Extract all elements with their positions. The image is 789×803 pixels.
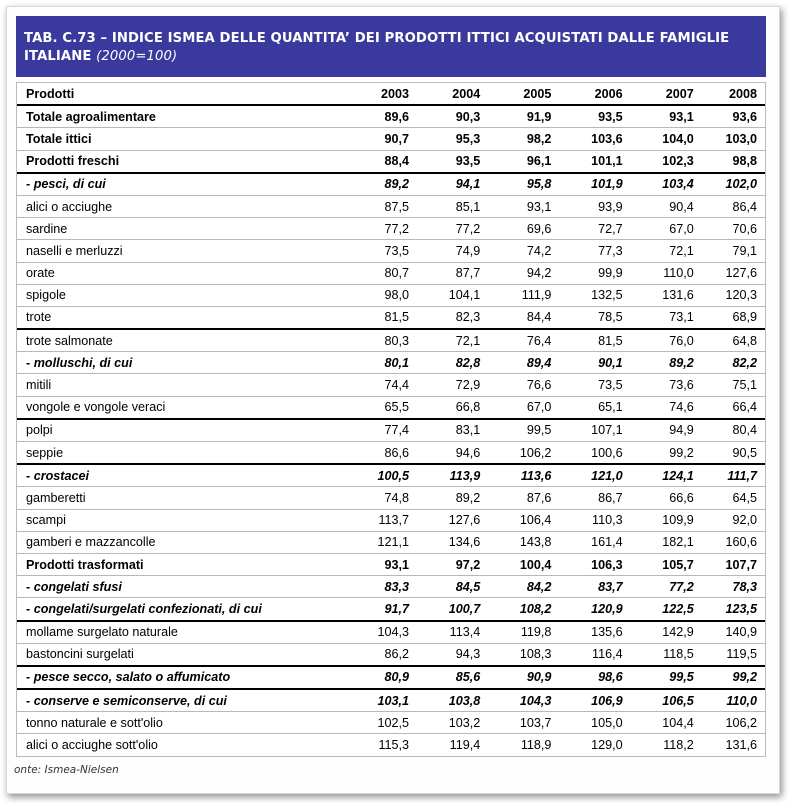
table-cell: 98,8 — [694, 150, 765, 173]
table-cell: 74,4 — [338, 374, 409, 396]
table-cell: 66,8 — [409, 396, 480, 419]
table-cell: 80,7 — [338, 262, 409, 284]
table-cell: 88,4 — [338, 150, 409, 173]
table-cell: 94,1 — [409, 173, 480, 196]
row-label: mollame surgelato naturale — [17, 621, 338, 644]
table-cell: 99,2 — [623, 442, 694, 465]
table-cell: 73,6 — [623, 374, 694, 396]
table-cell: 83,7 — [551, 576, 622, 598]
table-cell: 110,3 — [551, 509, 622, 531]
data-table — [17, 83, 765, 757]
table-cell: 111,9 — [480, 284, 551, 306]
table-cell: 78,5 — [551, 306, 622, 329]
row-label: gamberi e mazzancolle — [17, 531, 338, 553]
table-cell: 93,1 — [480, 195, 551, 217]
row-label: Totale ittici — [17, 128, 338, 150]
table-cell: 86,6 — [338, 442, 409, 465]
table-cell: 106,4 — [480, 509, 551, 531]
table-cell: 72,9 — [409, 374, 480, 396]
table-cell: 116,4 — [551, 643, 622, 666]
row-label: polpi — [17, 419, 338, 442]
row-label: naselli e merluzzi — [17, 240, 338, 262]
table-cell: 140,9 — [694, 621, 765, 644]
row-label: Prodotti trasformati — [17, 553, 338, 575]
table-cell: 113,7 — [338, 509, 409, 531]
table-cell: 76,6 — [480, 374, 551, 396]
table-row — [17, 218, 765, 240]
table-row — [17, 173, 765, 196]
table-row — [17, 374, 765, 396]
table-cell: 106,2 — [480, 442, 551, 465]
table-cell: 134,6 — [409, 531, 480, 553]
table-cell: 90,3 — [409, 105, 480, 128]
table-row — [17, 666, 765, 689]
table-cell: 80,3 — [338, 329, 409, 352]
table-row — [17, 553, 765, 575]
row-label: - congelati sfusi — [17, 576, 338, 598]
row-label: vongole e vongole veraci — [17, 396, 338, 419]
table-cell: 100,7 — [409, 598, 480, 621]
table-cell: 74,8 — [338, 487, 409, 509]
table-cell: 104,4 — [623, 712, 694, 734]
table-cell: 82,3 — [409, 306, 480, 329]
row-label: scampi — [17, 509, 338, 531]
table-cell: 118,5 — [623, 643, 694, 666]
table-cell: 106,5 — [623, 689, 694, 712]
table-row — [17, 734, 765, 756]
table-cell: 119,5 — [694, 643, 765, 666]
table-cell: 70,6 — [694, 218, 765, 240]
table-row — [17, 396, 765, 419]
table-body — [17, 105, 765, 756]
table-cell: 74,9 — [409, 240, 480, 262]
table-cell: 89,2 — [623, 352, 694, 374]
table-row — [17, 576, 765, 598]
table-cell: 120,9 — [551, 598, 622, 621]
table-cell: 65,5 — [338, 396, 409, 419]
table-row — [17, 352, 765, 374]
table-cell: 99,2 — [694, 666, 765, 689]
table-cell: 79,1 — [694, 240, 765, 262]
table-cell: 142,9 — [623, 621, 694, 644]
table-cell: 64,8 — [694, 329, 765, 352]
table-row — [17, 643, 765, 666]
table-cell: 122,5 — [623, 598, 694, 621]
table-cell: 77,3 — [551, 240, 622, 262]
table-cell: 83,1 — [409, 419, 480, 442]
table-cell: 113,4 — [409, 621, 480, 644]
table-cell: 108,3 — [480, 643, 551, 666]
table-cell: 73,1 — [623, 306, 694, 329]
table-row — [17, 329, 765, 352]
table-cell: 68,9 — [694, 306, 765, 329]
table-cell: 67,0 — [623, 218, 694, 240]
table-row — [17, 150, 765, 173]
table-cell: 87,5 — [338, 195, 409, 217]
table-cell: 69,6 — [480, 218, 551, 240]
table-cell: 77,2 — [409, 218, 480, 240]
table-cell: 98,6 — [551, 666, 622, 689]
table-cell: 108,2 — [480, 598, 551, 621]
table-cell: 90,1 — [551, 352, 622, 374]
row-label: Prodotti freschi — [17, 150, 338, 173]
table-cell: 75,1 — [694, 374, 765, 396]
table-cell: 109,9 — [623, 509, 694, 531]
table-cell: 127,6 — [409, 509, 480, 531]
table-cell: 107,7 — [694, 553, 765, 575]
table-row — [17, 464, 765, 487]
table-cell: 104,3 — [480, 689, 551, 712]
row-label: mitili — [17, 374, 338, 396]
table-cell: 84,5 — [409, 576, 480, 598]
row-label: trote salmonate — [17, 329, 338, 352]
table-cell: 110,0 — [623, 262, 694, 284]
table-cell: 102,5 — [338, 712, 409, 734]
table-cell: 93,6 — [694, 105, 765, 128]
row-label: - crostacei — [17, 464, 338, 487]
table-cell: 182,1 — [623, 531, 694, 553]
table-cell: 93,1 — [623, 105, 694, 128]
table-cell: 113,6 — [480, 464, 551, 487]
table-cell: 103,8 — [409, 689, 480, 712]
table-title-base: (2000=100) — [96, 49, 178, 64]
table-cell: 110,0 — [694, 689, 765, 712]
table-cell: 89,2 — [338, 173, 409, 196]
table-row — [17, 712, 765, 734]
table-cell: 86,4 — [694, 195, 765, 217]
table-cell: 120,3 — [694, 284, 765, 306]
row-label: trote — [17, 306, 338, 329]
table-row — [17, 419, 765, 442]
table-cell: 100,6 — [551, 442, 622, 465]
table-cell: 74,6 — [623, 396, 694, 419]
row-label: spigole — [17, 284, 338, 306]
column-header-year: 2003 — [338, 83, 409, 105]
table-row — [17, 128, 765, 150]
table-cell: 93,5 — [409, 150, 480, 173]
table-title-banner — [16, 16, 766, 77]
table-cell: 90,4 — [623, 195, 694, 217]
row-label: alici o acciughe sott'olio — [17, 734, 338, 756]
source-note: onte: Ismea-Nielsen — [14, 764, 119, 776]
row-label: - conserve e semiconserve, di cui — [17, 689, 338, 712]
table-cell: 86,2 — [338, 643, 409, 666]
table-cell: 82,2 — [694, 352, 765, 374]
row-label: alici o acciughe — [17, 195, 338, 217]
table-cell: 93,9 — [551, 195, 622, 217]
table-cell: 66,4 — [694, 396, 765, 419]
table-cell: 98,2 — [480, 128, 551, 150]
table-cell: 77,4 — [338, 419, 409, 442]
table-cell: 103,4 — [623, 173, 694, 196]
table-cell: 94,6 — [409, 442, 480, 465]
table-cell: 92,0 — [694, 509, 765, 531]
table-cell: 72,1 — [409, 329, 480, 352]
table-cell: 127,6 — [694, 262, 765, 284]
table-cell: 81,5 — [551, 329, 622, 352]
table-cell: 66,6 — [623, 487, 694, 509]
column-header-year: 2007 — [623, 83, 694, 105]
table-cell: 103,6 — [551, 128, 622, 150]
table-cell: 113,9 — [409, 464, 480, 487]
table-row — [17, 509, 765, 531]
table-cell: 100,4 — [480, 553, 551, 575]
table-cell: 104,0 — [623, 128, 694, 150]
table-cell: 72,1 — [623, 240, 694, 262]
row-label: - molluschi, di cui — [17, 352, 338, 374]
column-header-products: Prodotti — [17, 83, 338, 105]
table-cell: 131,6 — [694, 734, 765, 756]
table-row — [17, 689, 765, 712]
table-cell: 94,2 — [480, 262, 551, 284]
row-label: - congelati/surgelati confezionati, di cui — [17, 598, 338, 621]
column-header-year: 2008 — [694, 83, 765, 105]
row-label: sardine — [17, 218, 338, 240]
table-row — [17, 240, 765, 262]
table-cell: 84,4 — [480, 306, 551, 329]
table-cell: 105,7 — [623, 553, 694, 575]
table-cell: 89,2 — [409, 487, 480, 509]
table-row — [17, 195, 765, 217]
table-cell: 95,3 — [409, 128, 480, 150]
table-cell: 101,1 — [551, 150, 622, 173]
table-cell: 94,3 — [409, 643, 480, 666]
table-cell: 121,0 — [551, 464, 622, 487]
table-cell: 100,5 — [338, 464, 409, 487]
table-cell: 89,6 — [338, 105, 409, 128]
table-cell: 135,6 — [551, 621, 622, 644]
table-cell: 123,5 — [694, 598, 765, 621]
table-cell: 105,0 — [551, 712, 622, 734]
table-row — [17, 487, 765, 509]
table-cell: 89,4 — [480, 352, 551, 374]
table-cell: 76,4 — [480, 329, 551, 352]
table-cell: 87,7 — [409, 262, 480, 284]
table-cell: 118,9 — [480, 734, 551, 756]
table-cell: 82,8 — [409, 352, 480, 374]
table-cell: 102,3 — [623, 150, 694, 173]
table-cell: 99,9 — [551, 262, 622, 284]
table-row — [17, 284, 765, 306]
table-cell: 80,1 — [338, 352, 409, 374]
table-cell: 90,9 — [480, 666, 551, 689]
table-cell: 77,2 — [338, 218, 409, 240]
row-label: bastoncini surgelati — [17, 643, 338, 666]
table-cell: 107,1 — [551, 419, 622, 442]
table-row — [17, 531, 765, 553]
table-title: TAB. C.73 – INDICE ISMEA DELLE QUANTITA’ DEI PRODOTTI ITTICI ACQUISTATI DALLE FAMIGLIE ITALIANE — [24, 31, 730, 64]
table-row — [17, 621, 765, 644]
table-cell: 73,5 — [338, 240, 409, 262]
table-cell: 103,0 — [694, 128, 765, 150]
table-cell: 106,2 — [694, 712, 765, 734]
table-cell: 91,7 — [338, 598, 409, 621]
table-cell: 121,1 — [338, 531, 409, 553]
table-cell: 85,6 — [409, 666, 480, 689]
table-cell: 119,4 — [409, 734, 480, 756]
table-cell: 84,2 — [480, 576, 551, 598]
table-cell: 91,9 — [480, 105, 551, 128]
row-label: Totale agroalimentare — [17, 105, 338, 128]
table-cell: 99,5 — [480, 419, 551, 442]
table-cell: 160,6 — [694, 531, 765, 553]
table-cell: 111,7 — [694, 464, 765, 487]
table-cell: 104,3 — [338, 621, 409, 644]
column-header-year: 2004 — [409, 83, 480, 105]
table-cell: 98,0 — [338, 284, 409, 306]
table-row — [17, 442, 765, 465]
table-cell: 94,9 — [623, 419, 694, 442]
table-cell: 129,0 — [551, 734, 622, 756]
column-header-year: 2006 — [551, 83, 622, 105]
data-table-container — [16, 82, 766, 757]
table-cell: 73,5 — [551, 374, 622, 396]
table-cell: 90,5 — [694, 442, 765, 465]
table-cell: 77,2 — [623, 576, 694, 598]
table-cell: 104,1 — [409, 284, 480, 306]
table-cell: 132,5 — [551, 284, 622, 306]
table-row — [17, 306, 765, 329]
table-cell: 102,0 — [694, 173, 765, 196]
table-cell: 118,2 — [623, 734, 694, 756]
row-label: gamberetti — [17, 487, 338, 509]
table-cell: 115,3 — [338, 734, 409, 756]
table-cell: 74,2 — [480, 240, 551, 262]
table-cell: 87,6 — [480, 487, 551, 509]
table-cell: 90,7 — [338, 128, 409, 150]
row-label: orate — [17, 262, 338, 284]
table-cell: 143,8 — [480, 531, 551, 553]
table-cell: 131,6 — [623, 284, 694, 306]
table-cell: 86,7 — [551, 487, 622, 509]
row-label: - pesce secco, salato o affumicato — [17, 666, 338, 689]
table-cell: 83,3 — [338, 576, 409, 598]
table-cell: 103,1 — [338, 689, 409, 712]
column-header-year: 2005 — [480, 83, 551, 105]
table-cell: 161,4 — [551, 531, 622, 553]
table-cell: 119,8 — [480, 621, 551, 644]
table-header-row — [17, 83, 765, 105]
table-cell: 106,9 — [551, 689, 622, 712]
table-cell: 72,7 — [551, 218, 622, 240]
table-cell: 95,8 — [480, 173, 551, 196]
table-cell: 67,0 — [480, 396, 551, 419]
table-cell: 65,1 — [551, 396, 622, 419]
row-label: - pesci, di cui — [17, 173, 338, 196]
table-cell: 93,5 — [551, 105, 622, 128]
row-label: tonno naturale e sott'olio — [17, 712, 338, 734]
table-cell: 97,2 — [409, 553, 480, 575]
table-cell: 103,7 — [480, 712, 551, 734]
table-cell: 81,5 — [338, 306, 409, 329]
table-row — [17, 598, 765, 621]
table-cell: 80,4 — [694, 419, 765, 442]
table-cell: 106,3 — [551, 553, 622, 575]
table-cell: 96,1 — [480, 150, 551, 173]
table-cell: 78,3 — [694, 576, 765, 598]
table-cell: 103,2 — [409, 712, 480, 734]
row-label: seppie — [17, 442, 338, 465]
table-cell: 101,9 — [551, 173, 622, 196]
table-cell: 64,5 — [694, 487, 765, 509]
table-row — [17, 105, 765, 128]
table-cell: 124,1 — [623, 464, 694, 487]
table-cell: 80,9 — [338, 666, 409, 689]
table-row — [17, 262, 765, 284]
table-cell: 76,0 — [623, 329, 694, 352]
table-cell: 85,1 — [409, 195, 480, 217]
table-cell: 99,5 — [623, 666, 694, 689]
table-cell: 93,1 — [338, 553, 409, 575]
